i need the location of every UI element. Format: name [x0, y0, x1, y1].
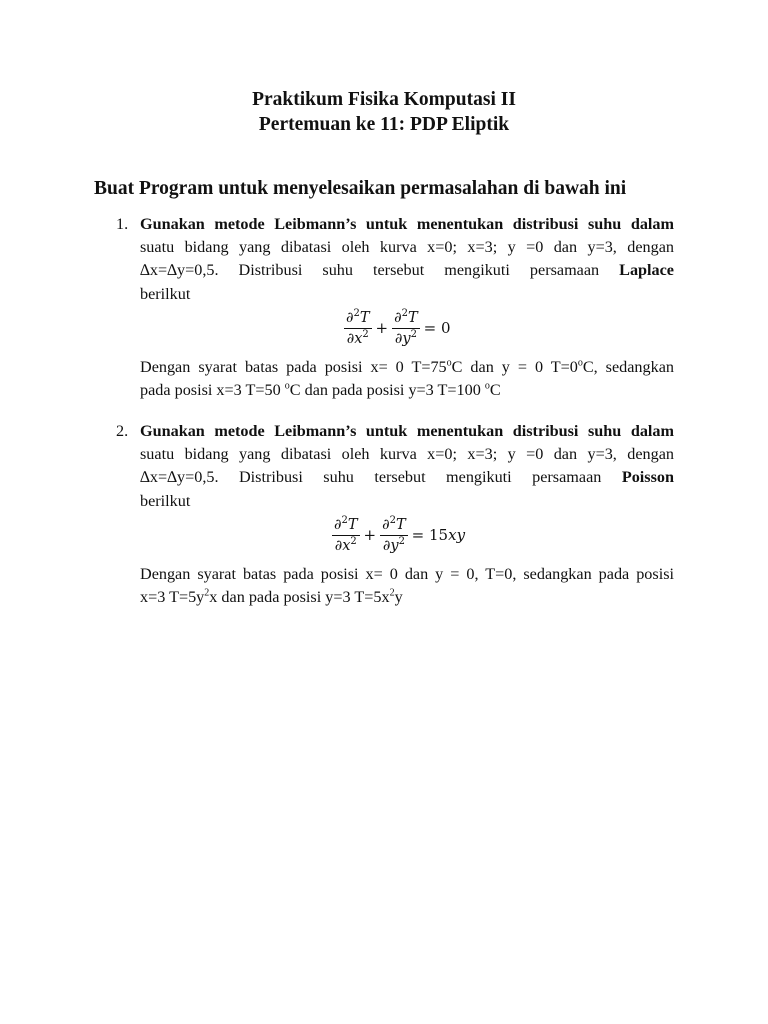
poisson-equation [140, 513, 674, 563]
equation-rhs: = 0 [423, 319, 451, 338]
condition-text: C dan y = 0 T=0 [451, 357, 578, 376]
condition-line [140, 356, 674, 379]
exponent: 2 [341, 515, 348, 527]
exponent: 2 [410, 329, 417, 341]
condition-line [140, 586, 674, 609]
exponent: 2 [389, 515, 396, 527]
variable: T [408, 310, 418, 327]
problem-body [140, 213, 674, 402]
variable: xy [448, 526, 466, 545]
condition-text: C [489, 380, 501, 399]
assignment-instruction: Buat Program untuk menyelesaikan permasalahan di bawah ini [94, 178, 627, 199]
exponent: 2 [401, 308, 408, 320]
degree-sup: o [484, 380, 490, 392]
document-title: Praktikum Fisika Komputasi II [252, 89, 516, 110]
condition-text: pada posisi x=3 T=50 [140, 380, 281, 399]
plus-operator: + [363, 526, 377, 545]
partial-symbol: ∂ [346, 331, 355, 348]
condition-text: y [394, 587, 403, 606]
condition-line [140, 379, 674, 402]
problem-line: Gunakan metode Leibmann’s untuk menentukan distribusi suhu dalam [140, 215, 674, 233]
exponent: 2 [362, 329, 369, 341]
document-subtitle: Pertemuan ke 11: PDP Eliptik [258, 114, 510, 135]
exponent: 2 [389, 587, 395, 599]
partial-symbol: ∂ [346, 310, 354, 327]
equation-name: Laplace [619, 261, 674, 280]
variable: y [402, 331, 411, 348]
equation-name: Poisson [621, 468, 675, 487]
variable: T [359, 310, 370, 327]
partial-symbol: ∂ [334, 517, 342, 534]
equation-rhs [408, 524, 469, 547]
fraction-d2t-dy2 [392, 308, 420, 349]
fraction-d2t-dx2 [344, 308, 372, 349]
condition-text: x=3 T=5y [140, 587, 205, 606]
partial-symbol: ∂ [334, 538, 343, 555]
problem-text: ∆x=∆y=0,5. Distribusi suhu tersebut mengikuti persamaan [140, 468, 602, 487]
variable: y [390, 538, 399, 555]
variable: T [396, 517, 406, 534]
degree-sup: o [446, 357, 452, 369]
partial-symbol: ∂ [394, 331, 403, 348]
problem-number: 1. [116, 215, 129, 233]
variable: x [354, 331, 363, 348]
problem-line: Gunakan metode Leibmann’s untuk menentukan distribusi suhu dalam [140, 422, 674, 440]
degree-sup: o [284, 380, 290, 392]
laplace-equation [140, 306, 674, 356]
problem-number: 2. [116, 422, 129, 440]
variable: x [342, 538, 351, 555]
fraction-d2t-dy2 [380, 515, 408, 556]
problem-line: suatu bidang yang dibatasi oleh kurva x=0; x=3; y =0 dan y=3, dengan [140, 238, 674, 257]
degree-sup: o [577, 357, 583, 369]
problem-body [140, 420, 674, 609]
condition-text: C, sedangkan [582, 357, 674, 376]
problem-line: berilkut [140, 491, 191, 510]
plus-operator: + [375, 319, 389, 338]
exponent: 2 [350, 536, 357, 548]
partial-symbol: ∂ [382, 517, 390, 534]
exponent: 2 [398, 536, 405, 548]
partial-symbol: ∂ [394, 310, 402, 327]
partial-symbol: ∂ [382, 538, 391, 555]
fraction-d2t-dx2 [332, 515, 360, 556]
problem-text: ∆x=∆y=0,5. Distribusi suhu tersebut mengikuti persamaan [140, 261, 600, 280]
condition-line: Dengan syarat batas pada posisi x= 0 dan y = 0, T=0, sedangkan pada posisi [140, 564, 674, 583]
exponent: 2 [204, 587, 210, 599]
problem-line [140, 259, 674, 282]
condition-text: C dan pada posisi y=3 T=100 [289, 380, 481, 399]
problem-line: suatu bidang yang dibatasi oleh kurva x=0; x=3; y =0 dan y=3, dengan [140, 445, 674, 464]
problem-line: berilkut [140, 284, 191, 303]
exponent: 2 [353, 308, 360, 320]
problem-line [140, 466, 674, 489]
equation-rhs-value: = 15 [411, 526, 449, 545]
variable: T [347, 517, 358, 534]
condition-text: Dengan syarat batas pada posisi x= 0 T=75 [140, 357, 447, 376]
condition-text: x dan pada posisi y=3 T=5x [209, 587, 390, 606]
